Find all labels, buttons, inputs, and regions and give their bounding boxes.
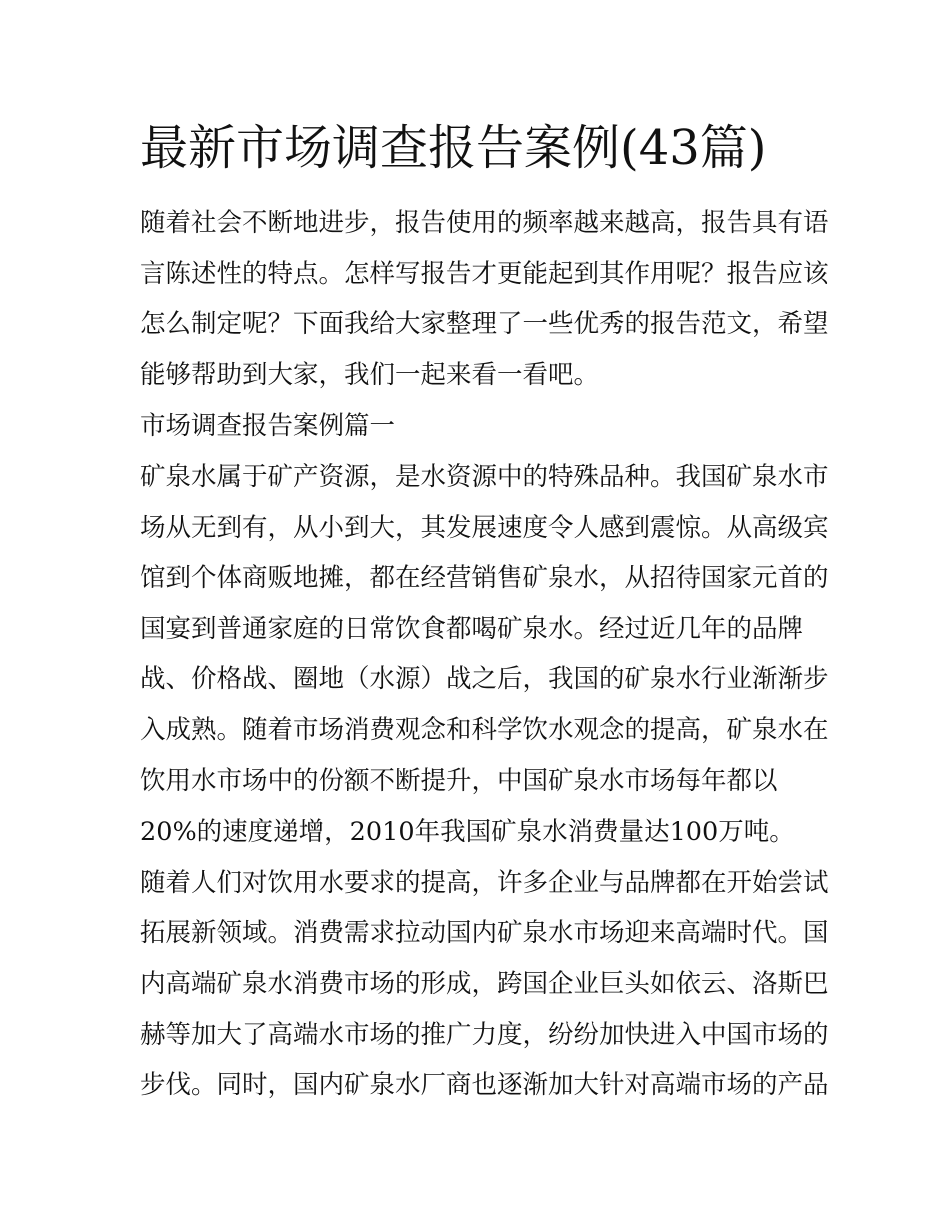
paragraph-line: 战、价格战、圈地（水源）战之后，我国的矿泉水行业渐渐步 [140,664,829,694]
paragraph-line: 矿泉水属于矿产资源，是水资源中的特殊品种。我国矿泉水市 [140,462,829,492]
paragraph-line: 内高端矿泉水消费市场的形成，跨国企业巨头如依云、洛斯巴 [140,969,829,999]
paragraph-line: 国宴到普通家庭的日常饮食都喝矿泉水。经过近几年的品牌 [140,614,804,644]
paragraph-line: 言陈述性的特点。怎样写报告才更能起到其作用呢？报告应该 [140,259,829,289]
paragraph-line: 步伐。同时，国内矿泉水厂商也逐渐加大针对高端市场的产品 [140,1070,829,1100]
document-title: 最新市场调查报告案例(43篇) [140,120,767,176]
paragraph-line: 随着人们对饮用水要求的提高，许多企业与品牌都在开始尝试 [140,868,829,898]
paragraph-line: 20%的速度递增，2010年我国矿泉水消费量达100万吨。 [140,817,795,847]
paragraph-line: 能够帮助到大家，我们一起来看一看吧。 [140,360,600,390]
paragraph-line: 拓展新领域。消费需求拉动国内矿泉水市场迎来高端时代。国 [140,918,829,948]
section-heading: 市场调查报告案例篇一 [140,411,396,441]
paragraph-line: 馆到个体商贩地摊，都在经营销售矿泉水，从招待国家元首的 [140,563,829,593]
paragraph-line: 入成熟。随着市场消费观念和科学饮水观念的提高，矿泉水在 [140,715,829,745]
paragraph-line: 怎么制定呢？下面我给大家整理了一些优秀的报告范文，希望 [140,309,829,339]
paragraph-line: 随着社会不断地进步，报告使用的频率越来越高，报告具有语 [140,208,829,238]
paragraph-line: 赫等加大了高端水市场的推广力度，纷纷加快进入中国市场的 [140,1020,829,1050]
paragraph-line: 饮用水市场中的份额不断提升，中国矿泉水市场每年都以 [140,766,778,796]
paragraph-line: 场从无到有，从小到大，其发展速度令人感到震惊。从高级宾 [140,513,829,543]
